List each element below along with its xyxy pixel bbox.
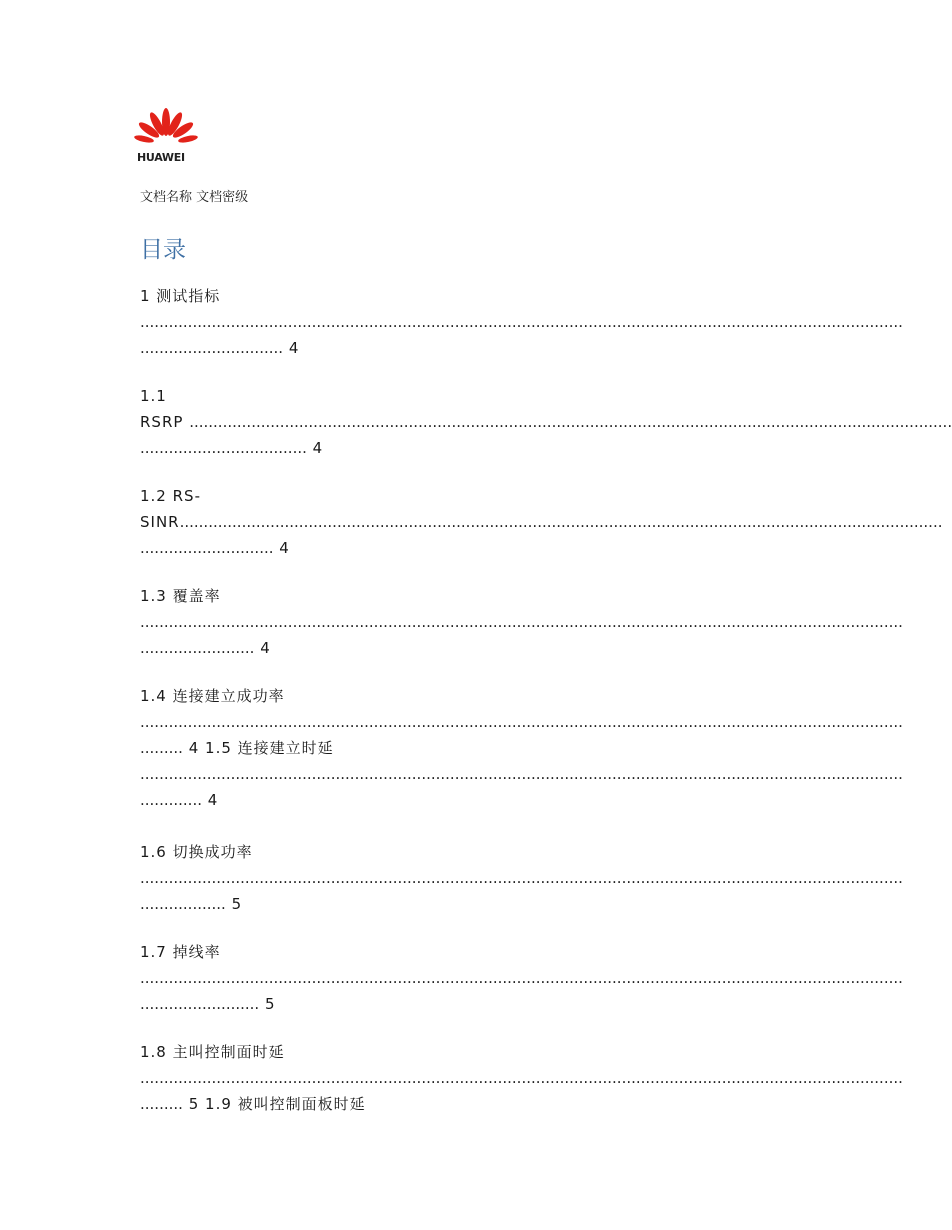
- toc-leader-line: ................................................................................................................................................................: [140, 713, 903, 731]
- toc-entry-1-1[interactable]: [140, 383, 952, 461]
- toc-entry-1-4[interactable]: [140, 683, 903, 813]
- toc-entry-1-2[interactable]: [140, 483, 943, 561]
- toc-page-number: 5: [188, 1095, 200, 1113]
- toc-entry-label: 1.1: [140, 387, 167, 405]
- toc-entry-label: 1.7 掉线率: [140, 943, 221, 961]
- toc-page-line: ................................... 4: [140, 439, 324, 457]
- toc-entry-1-3[interactable]: [140, 583, 903, 661]
- toc-page-number: 4: [288, 339, 300, 357]
- toc-leader-line: ................................................................................................................................................................: [140, 1069, 903, 1087]
- toc-page-line: ......... 4 1.5 连接建立时延: [140, 739, 334, 757]
- toc-page-number: 4: [312, 439, 324, 457]
- toc-page-line: ......... 5 1.9 被叫控制面板时延: [140, 1095, 366, 1113]
- toc-page-number: 4: [188, 739, 200, 757]
- toc-page-number: 4: [207, 791, 219, 809]
- logo-wordmark: HUAWEI: [137, 151, 185, 164]
- toc-page-line: ............................ 4: [140, 539, 290, 557]
- toc-entry-label: 1.6 切换成功率: [140, 843, 253, 861]
- toc-leader-line: ................................................................................................................................................................: [140, 613, 903, 631]
- toc-leader-line: RSRP ................................................................................................................................................................: [140, 413, 952, 431]
- toc-entry-1-7[interactable]: [140, 939, 903, 1017]
- toc-entry-label: 1.4 连接建立成功率: [140, 687, 285, 705]
- toc-page-line: .............................. 4: [140, 339, 300, 357]
- toc-page-number: 4: [279, 539, 290, 557]
- toc-leader-line: ................................................................................................................................................................: [140, 313, 903, 331]
- toc-leader-line: ................................................................................................................................................................: [140, 765, 903, 783]
- huawei-logo: [137, 108, 195, 164]
- document-meta: 文档名称 文档密级: [140, 190, 249, 205]
- huawei-petals-icon: [137, 108, 195, 152]
- toc-page-number: 4: [260, 639, 271, 657]
- toc-page-line: ......................... 5: [140, 995, 276, 1013]
- toc-page-line: .................. 5: [140, 895, 243, 913]
- toc-entry-label-cont: RSRP: [140, 413, 184, 431]
- toc-leader-line: ................................................................................................................................................................: [140, 969, 903, 987]
- toc-entry-1[interactable]: [140, 283, 903, 361]
- toc-entry-label: 1.3 覆盖率: [140, 587, 221, 605]
- toc-entry-label-1-5[interactable]: 1.5 连接建立时延: [205, 739, 334, 757]
- toc-page-number: 5: [231, 895, 243, 913]
- toc-title: 目录: [140, 237, 186, 263]
- toc-page-line: ............. 4: [140, 791, 219, 809]
- toc-leader-line: ................................................................................................................................................................: [140, 869, 903, 887]
- toc-entry-label-1-9[interactable]: 1.9 被叫控制面板时延: [205, 1095, 366, 1113]
- toc-leader-line: SINR................................................................................................................................................................: [140, 513, 943, 531]
- toc-page-line: ........................ 4: [140, 639, 271, 657]
- toc-entry-1-8[interactable]: [140, 1039, 903, 1117]
- toc-page-number: 5: [264, 995, 276, 1013]
- toc-entry-label-cont: SINR: [140, 513, 180, 531]
- toc-entry-label: 1.2 RS-: [140, 487, 201, 505]
- toc-entry-label: 1 测试指标: [140, 287, 221, 305]
- toc-entry-label: 1.8 主叫控制面时延: [140, 1043, 285, 1061]
- toc-entry-1-6[interactable]: [140, 839, 903, 917]
